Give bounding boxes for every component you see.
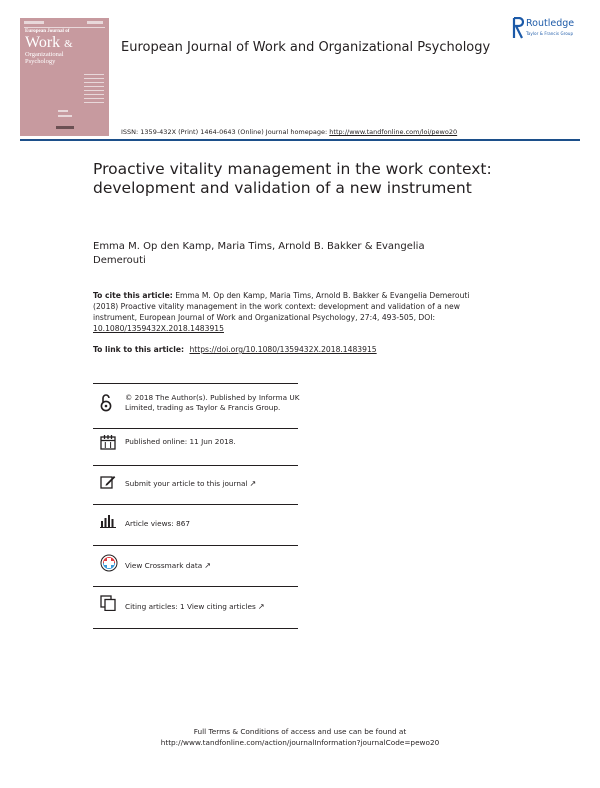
cover-divider [24,27,105,28]
cover-sub-line: Psychology [25,58,56,65]
divider [93,586,298,587]
link-label: To link to this article: [93,345,185,354]
bar-chart-icon [100,514,116,528]
publisher-name: Routledge [526,18,575,29]
cover-decoration [58,115,72,117]
divider [93,465,298,466]
published-date: Published online: 11 Jun 2018. [125,437,236,446]
divider [93,545,298,546]
citing-articles-row[interactable] [93,595,303,613]
article-doi-link[interactable]: https://doi.org/10.1080/1359432X.2018.1483915 [189,345,377,354]
crossmark-label: View Crossmark data [125,561,203,570]
external-link-icon: ↗ [257,602,265,611]
divider [93,428,298,429]
cover-sub-line: Organizational [25,51,64,58]
header-rule [20,139,580,141]
license-text: © 2018 The Author(s). Published by Informa UK Limited, trading as Taylor & Francis Group. [125,393,300,412]
publisher-logo [512,17,590,41]
issn-text: ISSN: 1359-432X (Print) 1464-0643 (Online) Journal homepage: [121,128,328,136]
cover-journal-big [25,35,73,52]
journal-homepage-link[interactable]: http://www.tandfonline.com/loi/pewo20 [329,128,458,136]
cite-label: To cite this article: [93,291,173,300]
crossmark-row[interactable] [93,554,303,574]
journal-cover [20,18,109,136]
article-authors: Emma M. Op den Kamp, Maria Tims, Arnold B. Bakker & Evangelia Demerouti [93,241,425,266]
cite-text: Emma M. Op den Kamp, Maria Tims, Arnold B. Bakker & Evangelia Demerouti (2018) Proactive vitality management in the work context: development and validation of a new instrument, European Journal of Work and Organizational Psychology, 27:4, 493-505, DOI: [93,291,470,322]
edit-icon [100,474,116,490]
crossmark-icon [100,554,118,572]
submit-article-link[interactable] [125,479,301,489]
citation-block [93,290,493,334]
article-views: Article views: 867 [125,519,191,528]
issn-line [121,128,457,136]
article-link-line [93,344,493,355]
divider [93,504,298,505]
footer-terms-text: Full Terms & Conditions of access and use can be found at [193,727,407,736]
cover-decoration [24,21,44,24]
citing-articles-label: Citing articles: 1 View citing articles [125,602,256,611]
article-title: Proactive vitality management in the work context: development and validation of a new instrument [93,160,492,197]
journal-title: European Journal of Work and Organizational Psychology [121,40,491,55]
cover-amp: & [64,38,73,50]
footer [0,727,600,748]
calendar-icon [100,434,116,450]
cover-work: Work [25,34,61,51]
footer-terms-link[interactable]: http://www.tandfonline.com/action/journalInformation?journalCode=pewo20 [160,737,440,747]
submit-article-row[interactable] [93,474,303,490]
cover-decoration [87,21,103,24]
cover-decoration [58,110,68,112]
cite-doi-link[interactable]: 10.1080/1359432X.2018.1483915 [93,324,224,333]
article-views-row [93,514,303,530]
cover-publisher-logo [56,126,74,129]
citing-articles-link[interactable] [125,602,301,612]
copy-icon [100,595,116,611]
routledge-r-icon [512,17,524,39]
published-row [93,434,303,450]
divider [93,383,298,384]
publisher-tagline: Taylor & Francis Group [526,31,574,36]
external-link-icon: ↗ [249,479,257,488]
cover-journal-sub [25,51,64,65]
cover-journal-small: European Journal of [25,29,70,34]
divider [93,628,298,629]
crossmark-link[interactable] [125,561,301,571]
external-link-icon: ↗ [204,561,211,570]
cover-toc [84,74,104,106]
submit-article-label: Submit your article to this journal [125,479,248,488]
license-row[interactable] [93,393,303,423]
open-access-icon [100,393,112,413]
